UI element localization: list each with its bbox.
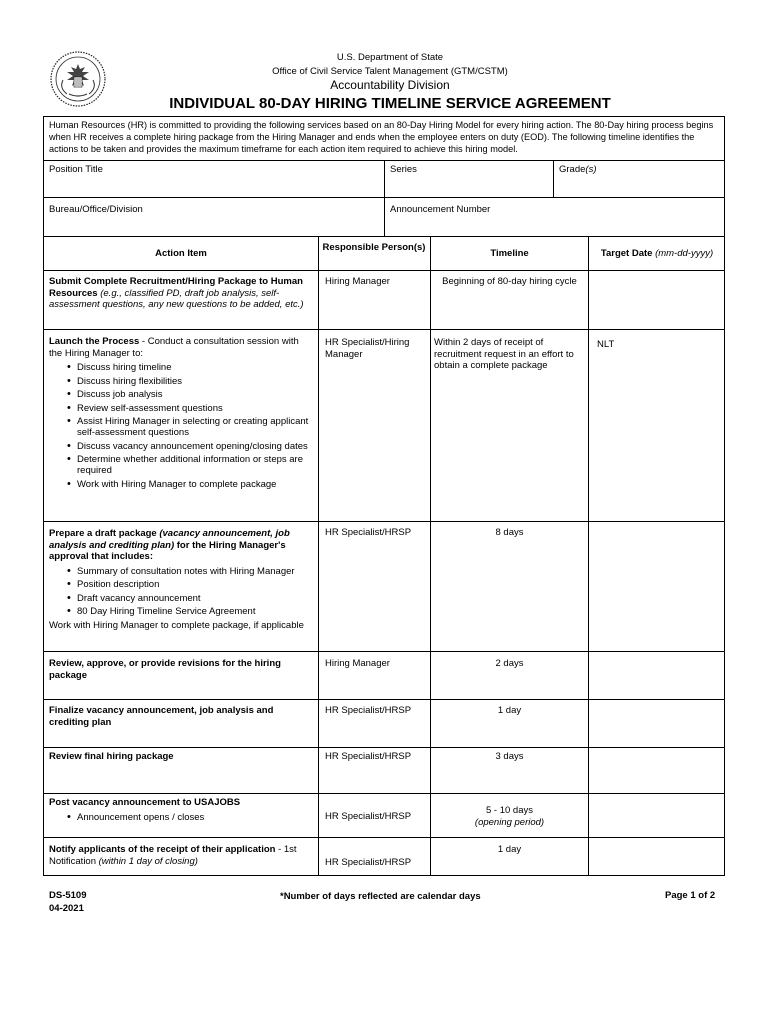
row3-action-scope: (vacancy announcement, job analysis and crediting plan) bbox=[49, 528, 290, 551]
column-header-responsible: Responsible Person(s) bbox=[322, 242, 426, 253]
row8-action-note: (within 1 day of closing) bbox=[98, 855, 198, 867]
row6-action: Review final hiring package bbox=[49, 751, 174, 762]
grade-label: Grade bbox=[559, 164, 586, 175]
list-item: • Summary of consultation notes with Hiring Manager bbox=[49, 566, 315, 577]
row7-bullet-list bbox=[49, 812, 311, 823]
column-header-timeline: Timeline bbox=[490, 248, 529, 259]
row1-responsible: Hiring Manager bbox=[325, 276, 390, 287]
intro-paragraph: Human Resources (HR) is committed to providing the following services based on an 80-Day Hiring Model for every hiring action. The 80-Day hiring process begins when HR receives a complete hiring package from the Hiring Manager and ends when the employee enters on duty (EOD). The following timeline identifies the actions to be taken and provides the maximum timeframe for each action item required to achieve this hiring model. bbox=[49, 120, 714, 154]
list-item: • Position description bbox=[49, 579, 315, 590]
list-item: • Work with Hiring Manager to complete package bbox=[49, 479, 311, 490]
grade-suffix: (s) bbox=[585, 164, 597, 175]
list-item: • Discuss hiring flexibilities bbox=[49, 376, 311, 387]
row4-timeline: 2 days bbox=[495, 658, 524, 669]
list-item: • Review self-assessment questions bbox=[49, 403, 311, 414]
row7-responsible: HR Specialist/HRSP bbox=[325, 811, 412, 822]
list-item: • Discuss job analysis bbox=[49, 389, 311, 400]
target-date-label: Target Date bbox=[600, 248, 653, 259]
form-number: DS-5109 bbox=[49, 890, 87, 901]
row7-action bbox=[49, 797, 311, 825]
list-item: • Assist Hiring Manager in selecting or creating applicant self-assessment questions bbox=[49, 416, 311, 438]
row5-action: Finalize vacancy announcement, job analysis and crediting plan bbox=[49, 705, 274, 728]
row3-bullet-list bbox=[49, 566, 315, 618]
list-item: • Determine whether additional information or steps are required bbox=[49, 454, 311, 476]
list-item: • Discuss hiring timeline bbox=[49, 362, 311, 373]
division-name: Accountability Division bbox=[330, 78, 450, 92]
row3-responsible: HR Specialist/HRSP bbox=[325, 527, 412, 538]
row1-action-title: Submit Complete Recruitment/Hiring Package to Human Resources bbox=[49, 276, 303, 299]
row2-action bbox=[49, 336, 311, 492]
row8-action bbox=[49, 844, 315, 867]
row8-timeline: 1 day bbox=[497, 844, 522, 855]
row3-action-title: Prepare a draft package bbox=[49, 528, 160, 539]
grade-field[interactable] bbox=[559, 164, 596, 176]
list-item: • Draft vacancy announcement bbox=[49, 593, 315, 604]
series-field[interactable]: Series bbox=[390, 164, 417, 175]
row1-action-note: (e.g., classified PD, draft job analysis, self-assessment questions, any new questions to be added, etc.) bbox=[49, 287, 304, 310]
row8-action-text: - 1st Notification bbox=[49, 844, 297, 867]
target-date-format: (mm-dd-yyyy) bbox=[655, 248, 714, 259]
form-date: 04-2021 bbox=[49, 903, 84, 914]
row7-timeline bbox=[431, 805, 588, 828]
row7-timeline-days: 5 - 10 days bbox=[486, 805, 533, 816]
row5-responsible: HR Specialist/HRSP bbox=[325, 705, 412, 716]
row1-action bbox=[49, 276, 311, 311]
row2-bullet-list bbox=[49, 362, 311, 490]
row3-action-title-end: for the Hiring Manager's approval that includes: bbox=[49, 539, 286, 562]
list-item: • Discuss vacancy announcement opening/closing dates bbox=[49, 441, 311, 452]
announcement-number-field[interactable]: Announcement Number bbox=[390, 204, 491, 215]
row7-action-title: Post vacancy announcement to USAJOBS bbox=[49, 797, 241, 808]
row8-responsible: HR Specialist/HRSP bbox=[325, 857, 412, 868]
row3-action bbox=[49, 528, 315, 631]
row2-timeline: Within 2 days of receipt of recruitment request in an effort to obtain a complete package bbox=[434, 337, 574, 371]
page-number: Page 1 of 2 bbox=[665, 890, 716, 901]
row2-action-title: Launch the Process bbox=[49, 336, 140, 347]
row5-timeline: 1 day bbox=[497, 705, 522, 716]
office-name: Office of Civil Service Talent Management (GTM/CSTM) bbox=[272, 66, 508, 77]
list-item: • 80 Day Hiring Timeline Service Agreement bbox=[49, 606, 315, 617]
form-title: INDIVIDUAL 80-DAY HIRING TIMELINE SERVICE AGREEMENT bbox=[169, 95, 611, 112]
list-item: • Announcement opens / closes bbox=[49, 812, 311, 823]
row2-action-text: - Conduct a consultation session with the Hiring Manager to: bbox=[49, 336, 299, 359]
row3-timeline: 8 days bbox=[495, 527, 524, 538]
department-name: U.S. Department of State bbox=[336, 52, 444, 63]
row2-responsible: HR Specialist/Hiring Manager bbox=[325, 337, 410, 360]
row6-timeline: 3 days bbox=[495, 751, 524, 762]
row4-action: Review, approve, or provide revisions for the hiring package bbox=[49, 658, 281, 681]
column-header-target-date bbox=[589, 248, 725, 260]
row4-responsible: Hiring Manager bbox=[325, 658, 390, 669]
row7-timeline-note: (opening period) bbox=[474, 816, 545, 828]
row2-target-date[interactable]: NLT bbox=[597, 339, 615, 350]
position-title-field[interactable]: Position Title bbox=[49, 164, 103, 175]
row3-action-after: Work with Hiring Manager to complete package, if applicable bbox=[49, 619, 304, 631]
column-header-action-item: Action Item bbox=[155, 248, 207, 259]
footer-note: *Number of days reflected are calendar days bbox=[280, 891, 481, 902]
row1-timeline: Beginning of 80-day hiring cycle bbox=[442, 276, 577, 287]
row8-action-title: Notify applicants of the receipt of their application bbox=[49, 844, 276, 855]
bureau-field[interactable]: Bureau/Office/Division bbox=[49, 204, 143, 215]
row6-responsible: HR Specialist/HRSP bbox=[325, 751, 412, 762]
